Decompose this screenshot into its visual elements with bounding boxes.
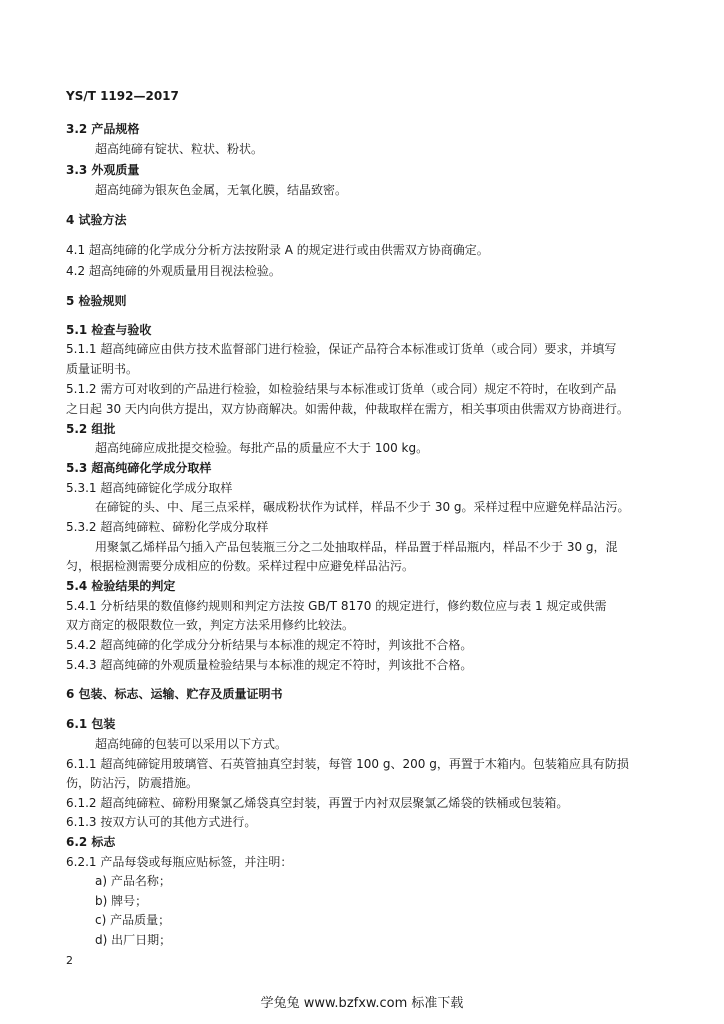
list-item-a: a) 产品名称； (95, 874, 171, 888)
clause-5-3-2-line2: 匀，根据检测需要分成相应的份数。采样过程中应避免样品沾污。 (66, 559, 415, 573)
clause-5-3-heading: 5.3 超高纯碲化学成分取样 (66, 461, 212, 475)
clause-6-1-2: 6.1.2 超高纯碲粒、碲粉用聚氯乙烯袋真空封装，再置于内衬双层聚氯乙烯袋的铁桶或包装箱。 (66, 796, 569, 810)
list-item-c: c) 产品质量； (95, 913, 171, 927)
clause-5-2-heading: 5.2 组批 (66, 422, 116, 436)
clause-5-4-1-line1: 5.4.1 分析结果的数值修约规则和判定方法按 GB/T 8170 的规定进行，修约数位应与表 1 规定或供需 (66, 599, 607, 613)
section-6-heading: 6 包装、标志、运输、贮存及质量证明书 (66, 687, 283, 701)
clause-5-1-1-line1: 5.1.1 超高纯碲应由供方技术监督部门进行检验，保证产品符合本标准或订货单（或合同）要求，并填写 (66, 342, 617, 356)
standard-code: YS/T 1192—2017 (66, 89, 179, 103)
clause-5-4-2: 5.4.2 超高纯碲的化学成分分析结果与本标准的规定不符时，判该批不合格。 (66, 638, 473, 652)
clause-5-4-heading: 5.4 检验结果的判定 (66, 579, 176, 593)
clause-6-2-heading: 6.2 标志 (66, 835, 116, 849)
footer-watermark: 学兔兔 www.bzfxw.com 标准下载 (260, 996, 464, 1011)
clause-3-2-text: 超高纯碲有锭状、粒状、粉状。 (95, 142, 264, 156)
list-item-d: d) 出厂日期； (95, 933, 172, 947)
clause-5-3-2-line1: 用聚氯乙烯样品勺插入产品包装瓶三分之二处抽取样品，样品置于样品瓶内，样品不少于 30 g，混 (95, 540, 618, 554)
clause-6-1-heading: 6.1 包装 (66, 717, 116, 731)
section-4-heading: 4 试验方法 (66, 213, 127, 227)
clause-6-1-3: 6.1.3 按双方认可的其他方式进行。 (66, 815, 257, 829)
clause-5-3-2-heading: 5.3.2 超高纯碲粒、碲粉化学成分取样 (66, 520, 269, 534)
page-number: 2 (66, 954, 73, 967)
clause-3-2-heading: 3.2 产品规格 (66, 122, 140, 136)
clause-6-1-text: 超高纯碲的包装可以采用以下方式。 (95, 737, 288, 751)
section-5-heading: 5 检验规则 (66, 294, 127, 308)
clause-5-2-text: 超高纯碲应成批提交检验。每批产品的质量应不大于 100 kg。 (95, 441, 429, 455)
clause-5-1-2-line2: 之日起 30 天内向供方提出，双方协商解决。如需仲裁，仲裁取样在需方，相关事项由供需双方协商进行。 (66, 402, 629, 416)
clause-5-1-1-line2: 质量证明书。 (66, 362, 139, 376)
clause-5-1-2-line1: 5.1.2 需方可对收到的产品进行检验，如检验结果与本标准或订货单（或合同）规定不符时，在收到产品 (66, 382, 617, 396)
clause-5-3-1-heading: 5.3.1 超高纯碲锭化学成分取样 (66, 481, 233, 495)
clause-5-4-3: 5.4.3 超高纯碲的外观质量检验结果与本标准的规定不符时，判该批不合格。 (66, 658, 473, 672)
clause-5-1-heading: 5.1 检查与验收 (66, 323, 152, 337)
clause-4-1: 4.1 超高纯碲的化学成分分析方法按附录 A 的规定进行或由供需双方协商确定。 (66, 243, 489, 257)
clause-4-2: 4.2 超高纯碲的外观质量用目视法检验。 (66, 264, 281, 278)
list-item-b: b) 牌号； (95, 894, 148, 908)
clause-3-3-text: 超高纯碲为银灰色金属，无氧化膜，结晶致密。 (95, 183, 348, 197)
clause-5-4-1-line2: 双方商定的极限数位一致，判定方法采用修约比较法。 (66, 618, 355, 632)
clause-5-3-1-text: 在碲锭的头、中、尾三点采样，碾成粉状作为试样，样品不少于 30 g。采样过程中应避免样品沾污。 (95, 500, 630, 514)
clause-6-2-1: 6.2.1 产品每袋或每瓶应贴标签，并注明： (66, 855, 293, 869)
clause-3-3-heading: 3.3 外观质量 (66, 163, 140, 177)
clause-6-1-1-line2: 伤，防沾污，防震措施。 (66, 776, 199, 790)
clause-6-1-1-line1: 6.1.1 超高纯碲锭用玻璃管、石英管抽真空封装，每管 100 g、200 g，再置于木箱内。包装箱应具有防损 (66, 757, 629, 771)
